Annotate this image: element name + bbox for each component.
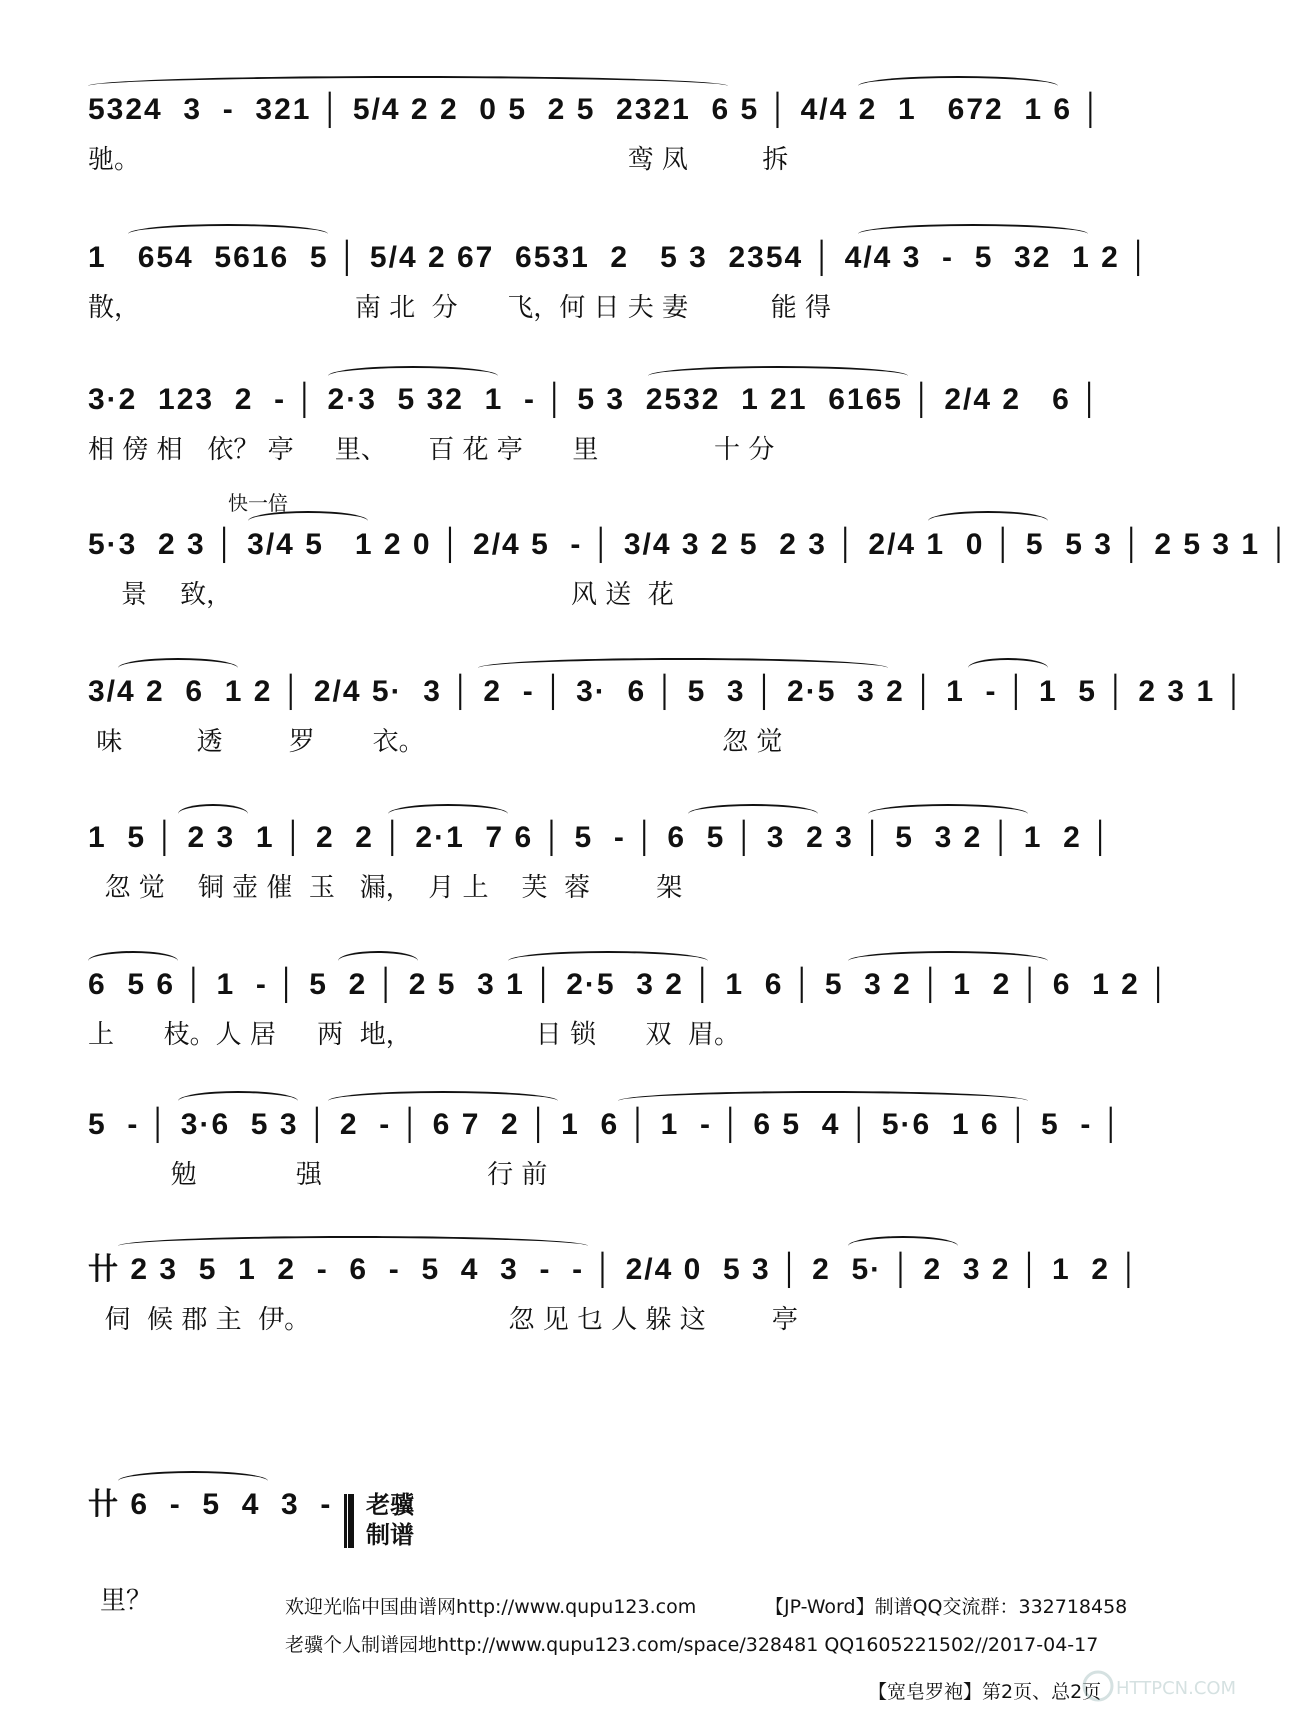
lyrics-line: 散， 南 北 分 飞，何 日 夫 妻 能 得 <box>88 293 831 323</box>
final-barline <box>344 1494 354 1548</box>
notation-line: 3/4 2 6 1 2 │ 2/4 5· 3 │ 2 - │ 3· 6 │ 5 3 │ 2·5 3 2 │ 1 - │ 1 5 │ 2 3 1 │ <box>88 675 1247 708</box>
notation-line: 5324 3 - 321 │ 5/4 2 2 0 5 2 5 2321 6 5 │ 4/4 2 1 672 1 6 │ <box>88 93 1104 126</box>
lyrics-line: 勉 强 行 前 <box>88 1160 548 1190</box>
score-row-6 <box>88 808 1158 918</box>
notation-line: 卄 6 - 5 4 3 - <box>88 1488 333 1521</box>
lyrics-line: 忽 觉 铜 壶 催 玉 漏， 月 上 芙 蓉 架 <box>88 873 683 903</box>
score-row-9 <box>88 1240 1158 1350</box>
arranger-signature <box>366 1490 414 1550</box>
score-row-2 <box>88 228 1158 338</box>
notation-line: 3·2 123 2 - │ 2·3 5 32 1 - │ 5 3 2532 1 21 6165 │ 2/4 2 6 │ <box>88 383 1102 416</box>
tempo-mark: 快一倍 <box>228 491 288 515</box>
lyrics-line: 味 透 罗 衣。 忽 觉 <box>88 727 783 757</box>
lyrics-line: 相 傍 相 依？ 亭 里、 百 花 亭 里 十 分 <box>88 435 775 465</box>
lyrics-line: 上 枝。人 居 两 地， 日 锁 双 眉。 <box>88 1020 741 1050</box>
lyrics-line: 景 致， 风 送 花 <box>88 580 674 610</box>
watermark-logo <box>1080 1664 1237 1714</box>
notation-line: 5·3 2 3 │ 3/4 5 1 2 0 │ 2/4 5 - │ 3/4 3 2 5 2 3 │ 2/4 1 0 │ 5 5 3 │ 2 5 3 1 │ <box>88 528 1291 561</box>
signature-line-1: 老骥 <box>366 1491 414 1519</box>
notation-line: 卄 2 3 5 1 2 - 6 - 5 4 3 - - │ 2/4 0 5 3 │ 2 5· │ 2 3 2 │ 1 2 │ <box>88 1253 1142 1286</box>
score-row-5 <box>88 662 1247 772</box>
footer-qq-group: 【JP-Word】制谱QQ交流群：332718458 <box>765 1596 1128 1618</box>
score-row-3 <box>88 370 1158 480</box>
last-lyric: 里？ <box>100 1586 153 1616</box>
footer-space-info[interactable]: 老骥个人制谱园地http://www.qupu123.com/space/328481 QQ1605221502//2017-04-17 <box>285 1634 1099 1656</box>
signature-line-2: 制谱 <box>366 1521 414 1549</box>
watermark-text: HTTPCN.COM <box>1116 1678 1237 1699</box>
notation-line: 6 5 6 │ 1 - │ 5 2 │ 2 5 3 1 │ 2·5 3 2 │ 1 6 │ 5 3 2 │ 1 2 │ 6 1 2 │ <box>88 968 1171 1001</box>
footer-page-indicator: 【宽皂罗袍】第2页、总2页 <box>868 1681 1102 1703</box>
footer-site-welcome[interactable]: 欢迎光临中国曲谱网http://www.qupu123.com <box>285 1596 697 1618</box>
notation-line: 1 5 │ 2 3 1 │ 2 2 │ 2·1 7 6 │ 5 - │ 6 5 │ 3 2 3 │ 5 3 2 │ 1 2 │ <box>88 821 1113 854</box>
lyrics-line: 驰。 鸾 凤 拆 <box>88 145 789 175</box>
notation-line: 5 - │ 3·6 5 3 │ 2 - │ 6 7 2 │ 1 6 │ 1 - │ 6 5 4 │ 5·6 1 6 │ 5 - │ <box>88 1108 1124 1141</box>
score-row-4 <box>88 491 1291 625</box>
lyrics-line: 伺 候 郡 主 伊。 忽 见 乜 人 躲 这 亭 <box>88 1305 798 1335</box>
notation-line: 1 654 5616 5 │ 5/4 2 67 6531 2 5 3 2354 │ 4/4 3 - 5 32 1 2 │ <box>88 241 1151 274</box>
score-row-10 <box>88 1475 348 1555</box>
score-row-8 <box>88 1095 1158 1205</box>
score-row-7 <box>88 955 1171 1065</box>
score-row-1 <box>88 80 1158 190</box>
